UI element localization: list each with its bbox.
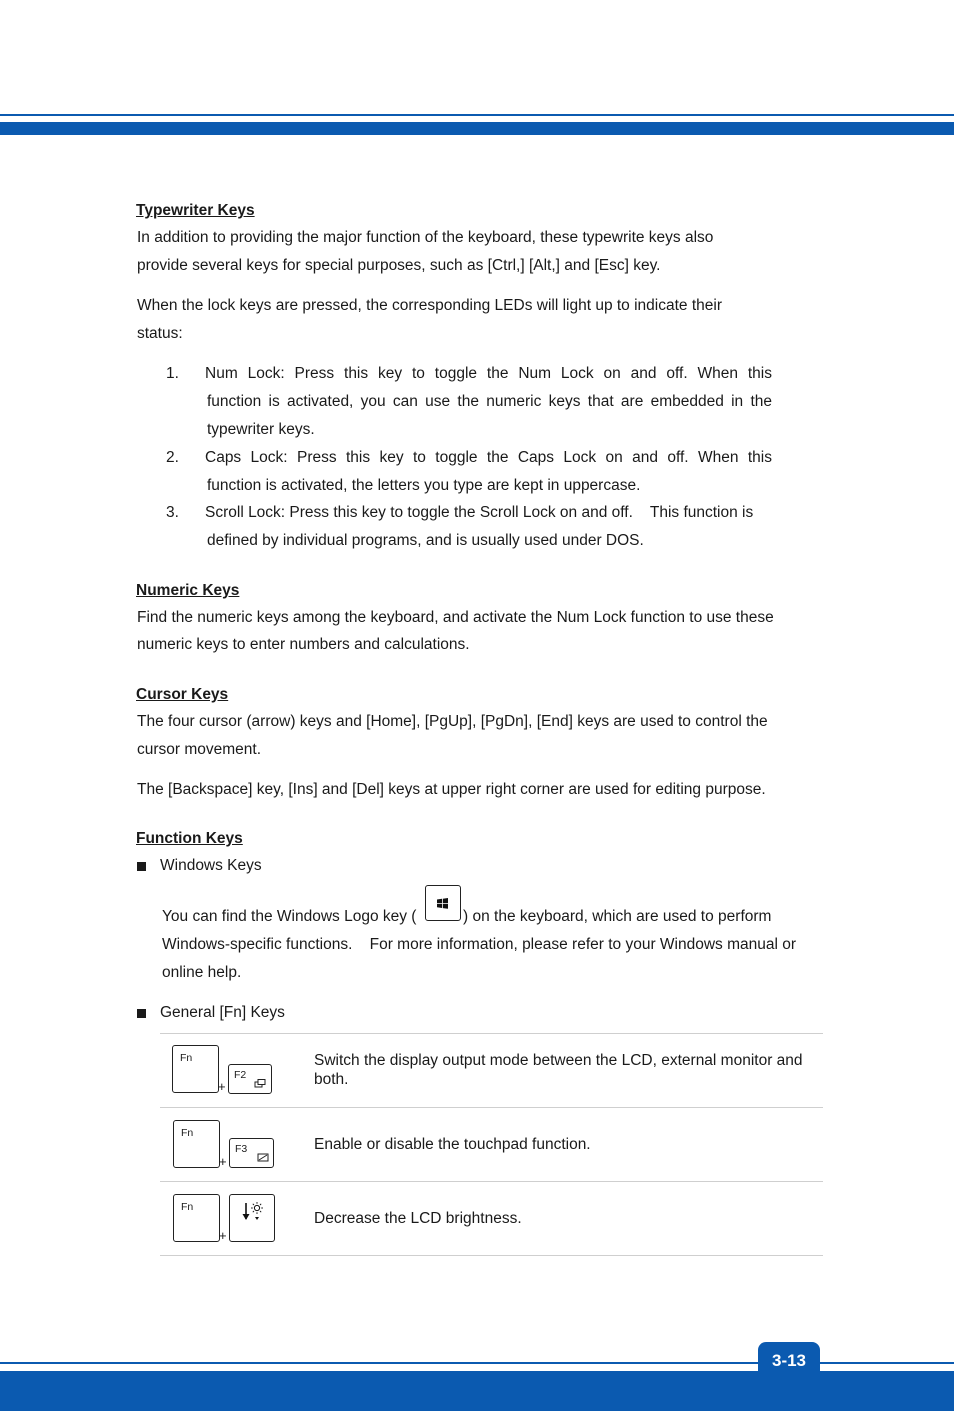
- cursor-para-1-line-1: The four cursor (arrow) keys and [Home], [PgUp], [PgDn], [End] keys are used to control the: [137, 713, 768, 730]
- page-number: 3-13: [771, 1351, 807, 1370]
- square-bullet-icon: [137, 862, 146, 871]
- list-item-text: function is activated, you can use the numeric keys that are embedded in the: [207, 393, 772, 410]
- numeric-para-line-2: numeric keys to enter numbers and calculations.: [137, 636, 470, 653]
- fn-row-description: Decrease the LCD brightness.: [314, 1210, 522, 1227]
- typewriter-para-2-line-2: status:: [137, 325, 183, 342]
- typewriter-keys-heading: Typewriter Keys: [136, 202, 255, 219]
- f3-key-label: F3: [235, 1143, 248, 1155]
- function-keys-heading: Function Keys: [136, 830, 243, 847]
- list-item-text: Scroll Lock: Press this key to toggle the Scroll Lock on and off. This function is: [205, 504, 754, 521]
- cursor-para-2: The [Backspace] key, [Ins] and [Del] keys at upper right corner are used for editing purpose.: [137, 781, 766, 798]
- windows-keys-label: Windows Keys: [160, 857, 262, 874]
- table-divider: [160, 1107, 823, 1108]
- windows-para-line-1b: ) on the keyboard, which are used to perform: [463, 908, 772, 925]
- list-item-text: Caps Lock: Press this key to toggle the Caps Lock on and off. When this: [205, 449, 772, 466]
- list-item-text: defined by individual programs, and is usually used under DOS.: [207, 532, 644, 549]
- windows-logo-icon: [425, 885, 461, 921]
- header-rule: [0, 114, 954, 116]
- general-fn-keys-label: General [Fn] Keys: [160, 1004, 285, 1021]
- fn-key-label: Fn: [181, 1127, 194, 1139]
- windows-para-line-1a: You can find the Windows Logo key (: [162, 908, 417, 925]
- fn-key-label: Fn: [180, 1052, 193, 1064]
- header-bar: [0, 122, 954, 135]
- fn-key-icon: [173, 1120, 220, 1168]
- cursor-para-1-line-2: cursor movement.: [137, 741, 262, 758]
- fn-key-label: Fn: [181, 1201, 194, 1213]
- windows-para-line-2: Windows-specific functions. For more information, please refer to your Windows manual or: [162, 936, 797, 953]
- list-item-text: Num Lock: Press this key to toggle the Num Lock on and off. When this: [205, 365, 772, 382]
- brightness-down-icon: [229, 1194, 275, 1242]
- list-item-text: function is activated, the letters you type are kept in uppercase.: [207, 477, 641, 494]
- numeric-para-line-1: Find the numeric keys among the keyboard, and activate the Num Lock function to use these: [137, 609, 774, 626]
- fn-row-description: Enable or disable the touchpad function.: [314, 1136, 591, 1153]
- plus-sign: +: [218, 1079, 226, 1094]
- windows-para-line-3: online help.: [162, 964, 242, 981]
- typewriter-para-1-line-2: provide several keys for special purposes, such as [Ctrl,] [Alt,] and [Esc] key.: [137, 257, 661, 274]
- list-item-number: 3.: [166, 504, 179, 521]
- f2-key-label: F2: [234, 1069, 247, 1081]
- list-item-text: typewriter keys.: [207, 421, 315, 438]
- typewriter-para-2-line-1: When the lock keys are pressed, the corresponding LEDs will light up to indicate their: [137, 297, 722, 314]
- display-switch-icon: [228, 1064, 272, 1094]
- plus-sign: +: [219, 1228, 227, 1243]
- numeric-keys-heading: Numeric Keys: [136, 582, 240, 599]
- list-item-number: 1.: [166, 365, 179, 382]
- fn-key-icon: [173, 1194, 220, 1242]
- list-item-number: 2.: [166, 449, 179, 466]
- square-bullet-icon: [137, 1009, 146, 1018]
- cursor-keys-heading: Cursor Keys: [136, 686, 229, 703]
- fn-key-icon: [172, 1045, 219, 1093]
- typewriter-para-1-line-1: In addition to providing the major function of the keyboard, these typewrite keys also: [137, 229, 714, 246]
- fn-row-description: Switch the display output mode between the LCD, external monitor and both.: [314, 1052, 803, 1088]
- table-divider: [160, 1255, 823, 1256]
- plus-sign: +: [219, 1154, 227, 1169]
- touchpad-off-icon: [229, 1138, 274, 1168]
- table-divider: [160, 1033, 823, 1034]
- table-divider: [160, 1181, 823, 1182]
